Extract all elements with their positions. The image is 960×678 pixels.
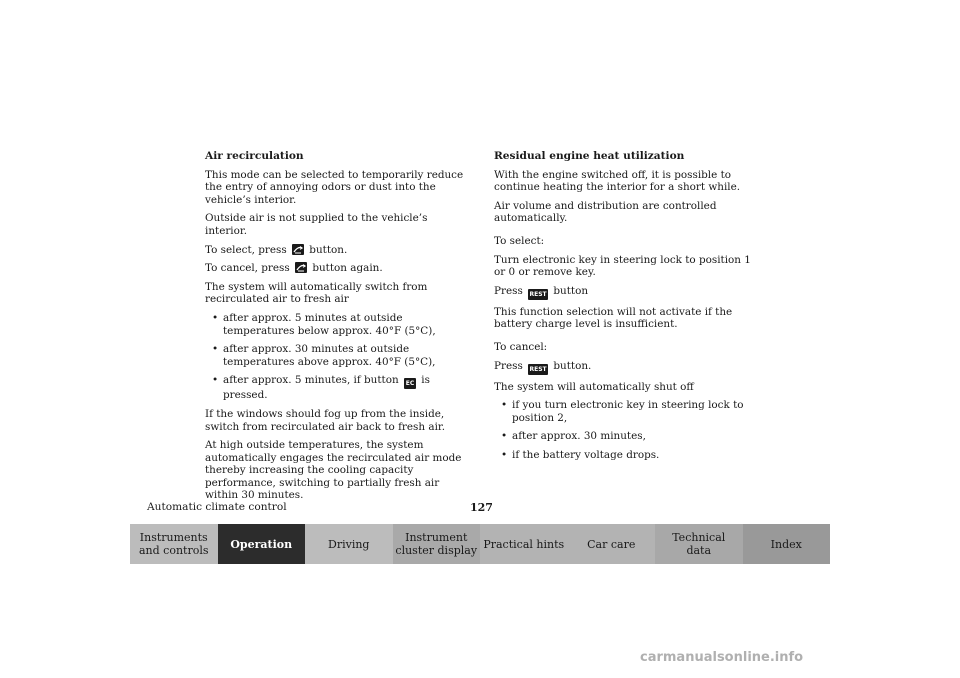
left-column — [205, 150, 467, 508]
tab-driving[interactable] — [305, 524, 393, 564]
section-nav-bar — [130, 524, 830, 564]
rest-button-icon: REST — [529, 290, 547, 298]
rest-button-icon: REST — [529, 365, 547, 373]
select-instruction: To select, press button. — [205, 243, 348, 256]
tab-label: Practical hints — [483, 537, 565, 551]
cancel-label: To cancel: — [494, 340, 548, 353]
list-item: • after approx. 5 minutes, if button EC is pressed. — [212, 374, 430, 402]
recirculation-icon — [292, 244, 304, 255]
tab-label: Technical data — [672, 531, 726, 557]
tab-label: Driving — [328, 537, 370, 551]
bullet-icon: • — [212, 374, 219, 387]
cancel-instruction: To cancel, press button again. — [205, 262, 383, 275]
paragraph: With the engine switched off, it is possible to continue heating the interior for a short while. — [494, 168, 741, 194]
tab-operation[interactable] — [218, 524, 306, 564]
paragraph: This function selection will not activate if the battery charge level is insufficient. — [494, 305, 733, 331]
right-column — [494, 150, 756, 468]
tab-instrument-cluster-display[interactable] — [393, 524, 481, 564]
tab-label: Operation — [230, 537, 293, 551]
list-item: • if the battery voltage drops. — [501, 448, 660, 461]
select-label: To select: — [494, 234, 545, 247]
tab-label: Index — [770, 537, 802, 551]
bullet-icon: • — [212, 311, 219, 324]
bullet-icon: • — [501, 448, 508, 461]
tab-label: Instruments and controls — [138, 531, 209, 557]
tab-instruments-and-controls[interactable] — [130, 524, 218, 564]
paragraph: At high outside temperatures, the system automatically engages the recirculated air mode thereby increasing the cooling capacity performance, switching to partially fresh air within 30 minutes. — [205, 439, 462, 502]
bullet-list — [205, 312, 467, 402]
bullet-icon: • — [501, 430, 508, 443]
press-rest-instruction: Press REST button — [494, 284, 589, 298]
bullet-list — [494, 399, 756, 461]
tab-index[interactable] — [743, 524, 831, 564]
tab-label: Instrument cluster display — [395, 531, 478, 557]
paragraph: Outside air is not supplied to the vehicle’s interior. — [205, 212, 428, 237]
tab-car-care[interactable] — [568, 524, 656, 564]
bullet-icon: • — [212, 343, 219, 356]
recirculation-icon — [295, 262, 307, 273]
heading-residual-heat: Residual engine heat utilization — [494, 150, 685, 162]
tab-practical-hints[interactable] — [480, 524, 568, 564]
page-number: 127 — [470, 501, 493, 514]
paragraph: If the windows should fog up from the inside, switch from recirculated air back to fresh air. — [205, 407, 446, 433]
paragraph: Air volume and distribution are controlled automatically. — [494, 199, 717, 225]
paragraph: Turn electronic key in steering lock to position 1 or 0 or remove key. — [494, 253, 751, 279]
list-item: • after approx. 30 minutes, — [501, 430, 646, 443]
heading-air-recirculation: Air recirculation — [205, 150, 304, 162]
list-item: • after approx. 30 minutes at outside temperatures above approx. 40°F (5°C), — [212, 343, 436, 368]
paragraph: The system will automatically shut off — [494, 380, 694, 393]
tab-label: Car care — [587, 537, 636, 551]
watermark: carmanualsonline.info — [640, 650, 804, 665]
bullet-icon: • — [501, 399, 508, 412]
list-item: • if you turn electronic key in steering lock to position 2, — [501, 399, 744, 424]
section-title: Automatic climate control — [147, 501, 287, 513]
tab-technical-data[interactable] — [655, 524, 743, 564]
paragraph: The system will automatically switch from recirculated air to fresh air — [205, 280, 428, 306]
ec-button-icon: EC — [405, 380, 415, 388]
list-item: • after approx. 5 minutes at outside temperatures below approx. 40°F (5°C), — [212, 311, 436, 337]
paragraph: This mode can be selected to temporarily reduce the entry of annoying odors or dust into the vehicle’s interior. — [205, 168, 464, 206]
press-rest-cancel-instruction: Press REST button. — [494, 359, 592, 373]
